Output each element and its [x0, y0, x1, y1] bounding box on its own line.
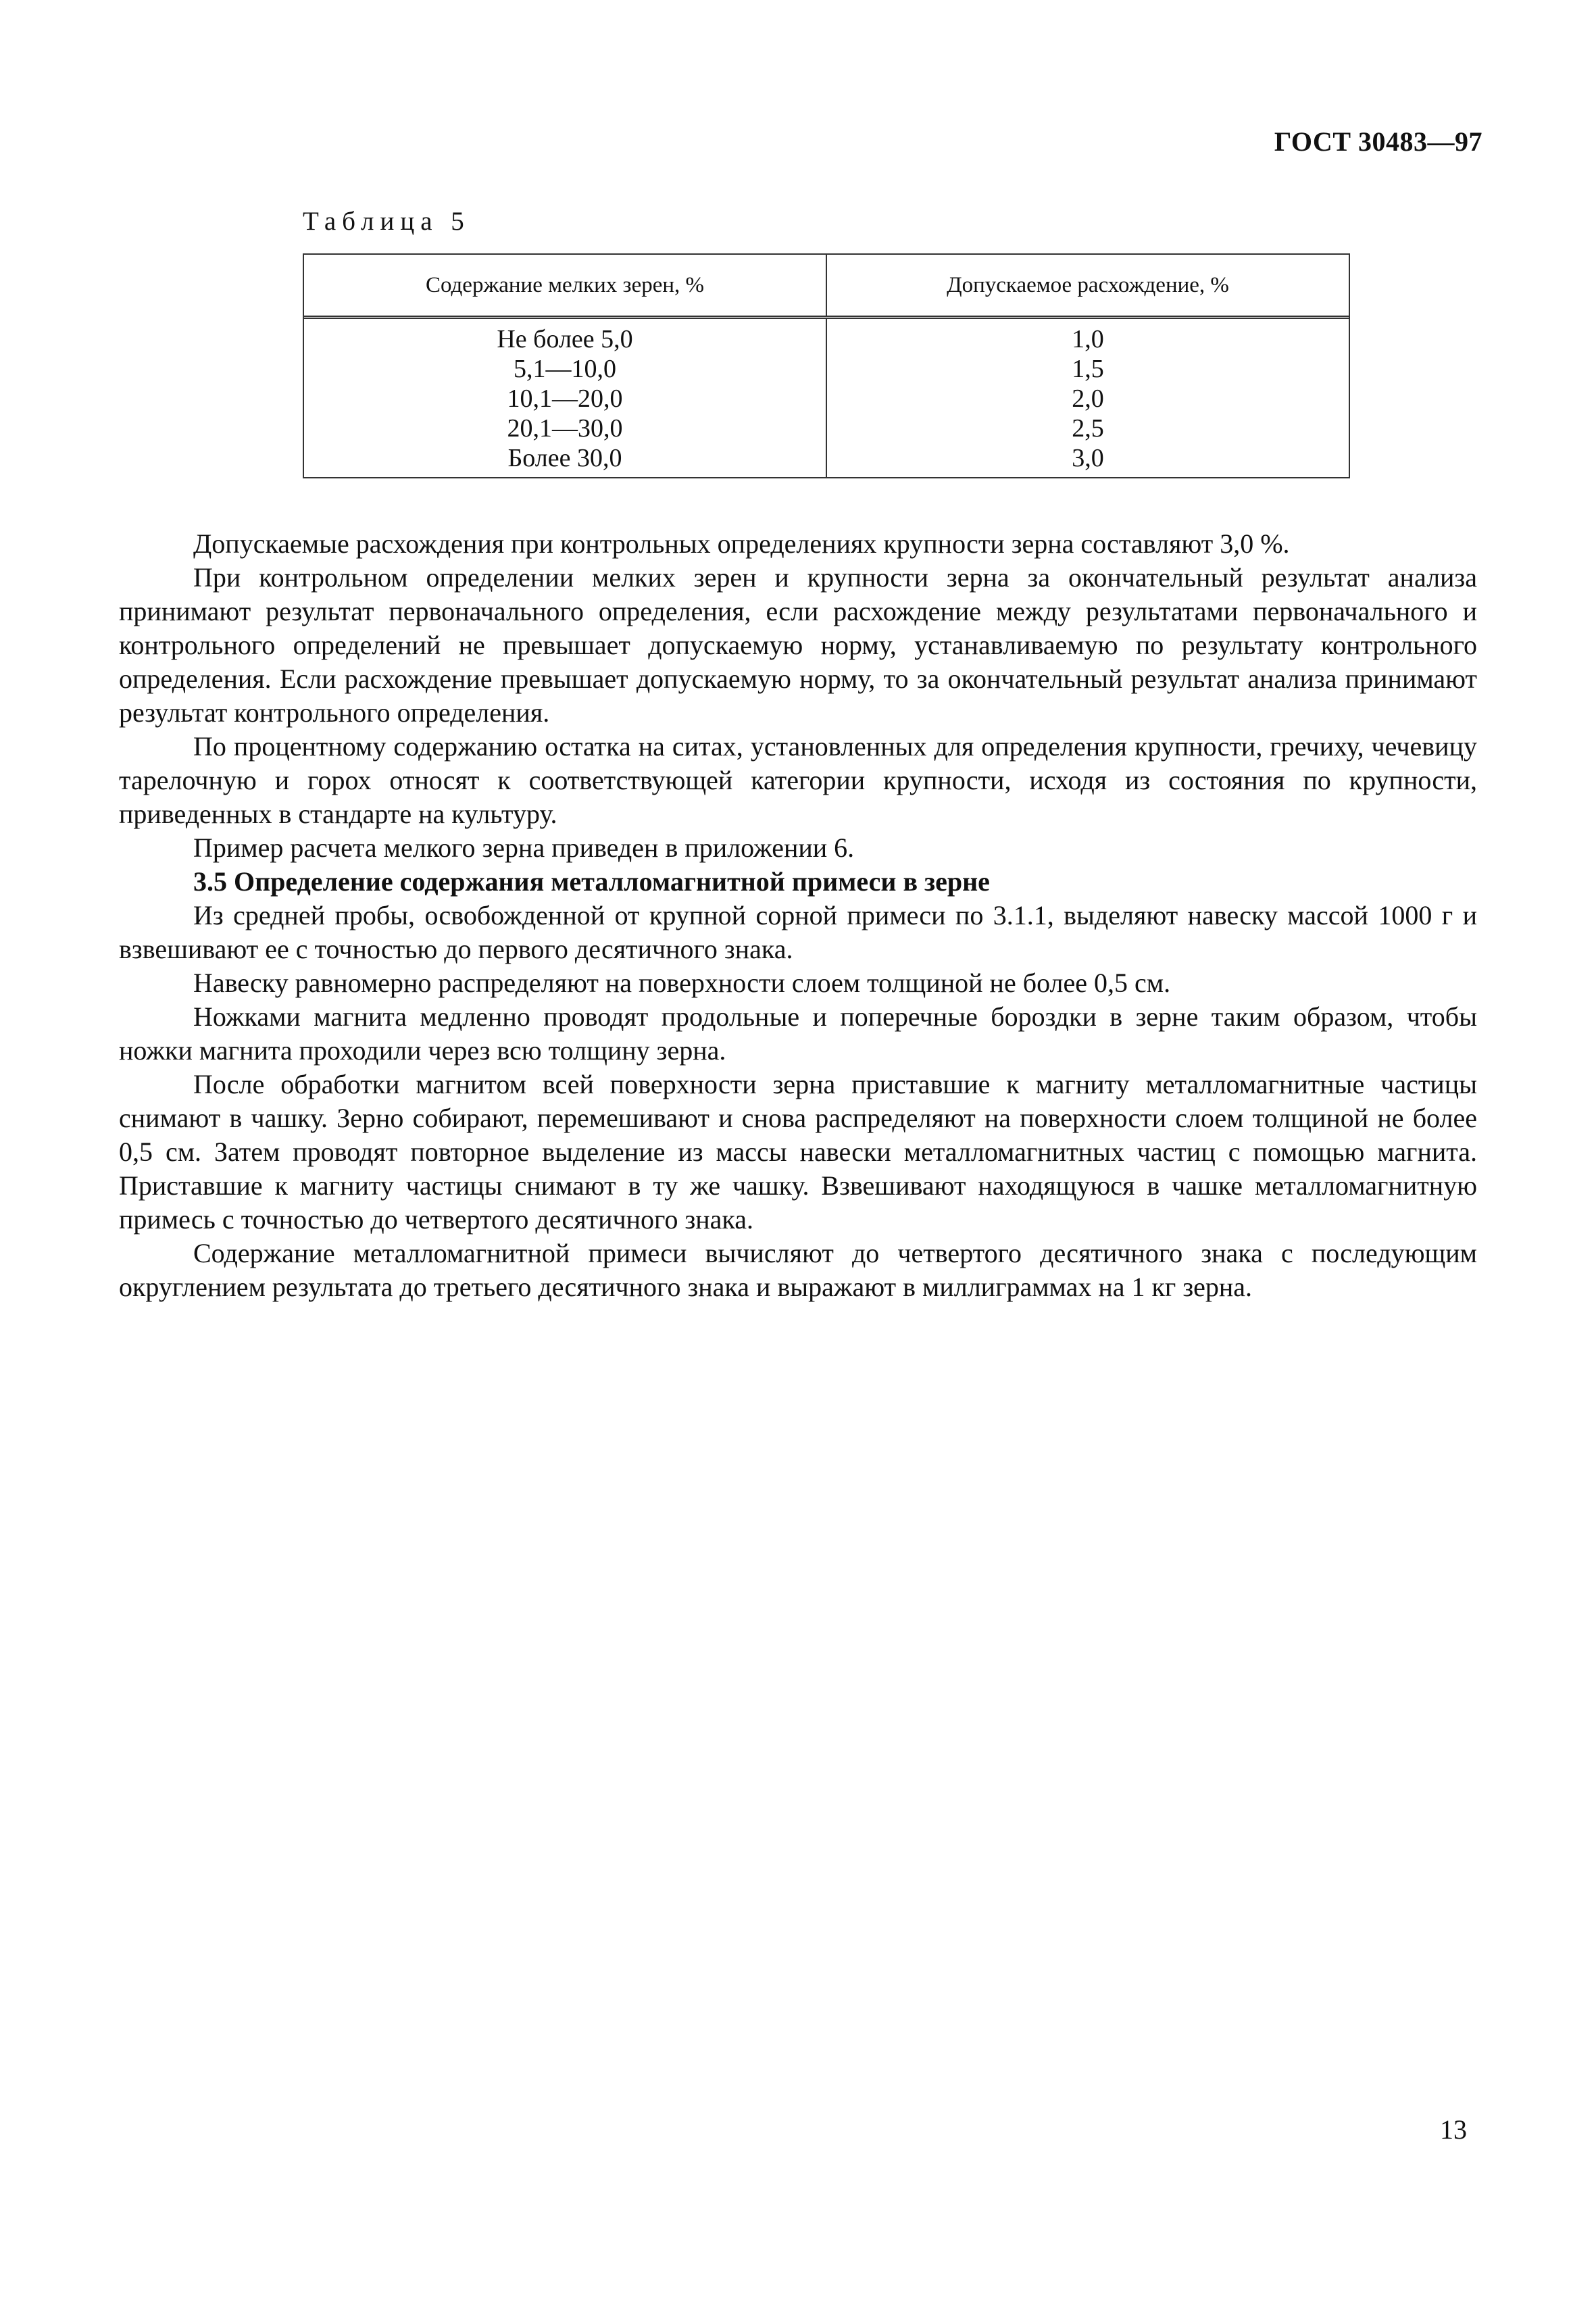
data-table [303, 253, 1350, 478]
table-cell: Более 30,0 [507, 444, 622, 472]
paragraph: При контрольном определении мелких зерен и крупности зерна за окончательный результат анализа принимают результат первоначального определения, если расхождение между результатами первоначального и контрольного определений не превышает допускаемую норму, устанавливаемую по результату контрольного определения. Если расхождение превышает допускаемую норму, то за окончательный результат анализа принимают результат контрольного определения. [119, 562, 1477, 728]
table-body [304, 319, 1349, 477]
paragraph: Допускаемые расхождения при контрольных определениях крупности зерна составляют 3,0 %. [193, 528, 1290, 559]
paragraph: Из средней пробы, освобожденной от крупной сорной примеси по 3.1.1, выделяют навеску массой 1000 г и взвешивают ее с точностью до первого десятичного знака. [119, 900, 1477, 964]
paragraph: Ножками магнита медленно проводят продольные и поперечные бороздки в зерне таким образом, чтобы ножки магнита проходили через всю толщину зерна. [119, 1001, 1477, 1066]
document-id-header: ГОСТ 30483—97 [1274, 126, 1482, 157]
table-caption: Таблица 5 [303, 207, 470, 236]
page-number: 13 [1440, 2114, 1467, 2145]
body-text [119, 527, 1477, 1304]
column-header-allowed-deviation: Допускаемое расхождение, % [947, 272, 1229, 297]
table-cell: 1,0 [1072, 325, 1104, 353]
table-cell: 5,1—10,0 [514, 355, 616, 383]
column-fine-grain-content [304, 319, 827, 477]
table-cell: 3,0 [1072, 444, 1104, 472]
table-cell: 10,1—20,0 [507, 384, 623, 413]
paragraph: Пример расчета мелкого зерна приведен в приложении 6. [193, 832, 855, 863]
column-header-fine-grain-content: Содержание мелких зерен, % [304, 255, 827, 316]
column-allowed-deviation [827, 324, 1349, 473]
table-cell: 20,1—30,0 [507, 414, 623, 443]
paragraph: По процентному содержанию остатка на ситах, установленных для определения крупности, гречиху, чечевицу тарелочную и горох относят к соответствующей категории крупности, исходя из состояния по крупности, приведенных в стандарте на культуру. [119, 731, 1477, 829]
paragraph: Навеску равномерно распределяют на поверхности слоем толщиной не более 0,5 см. [193, 968, 1171, 998]
section-heading: 3.5 Определение содержания металломагнитной примеси в зерне [193, 866, 990, 897]
table-cell: Не более 5,0 [497, 325, 633, 353]
table-cell: 2,5 [1072, 414, 1104, 443]
paragraph: Содержание металломагнитной примеси вычисляют до четвертого десятичного знака с последующим округлением результата до третьего десятичного знака и выражают в миллиграммах на 1 кг зерна. [119, 1238, 1477, 1302]
table-cell: 1,5 [1072, 355, 1104, 383]
table-cell: 2,0 [1072, 384, 1104, 413]
table-header-row [304, 255, 1349, 319]
paragraph: После обработки магнитом всей поверхности зерна приставшие к магниту металломагнитные частицы снимают в чашку. Зерно собирают, перемешивают и снова распределяют на поверхности слоем толщиной не более 0,5 см. Затем проводят повторное выделение из массы навески металломагнитных частиц с помощью магнита. Приставшие к магниту частицы снимают в ту же чашку. Взвешивают находящуюся в чашке металломагнитную примесь с точностью до четвертого десятичного знака. [119, 1069, 1477, 1235]
